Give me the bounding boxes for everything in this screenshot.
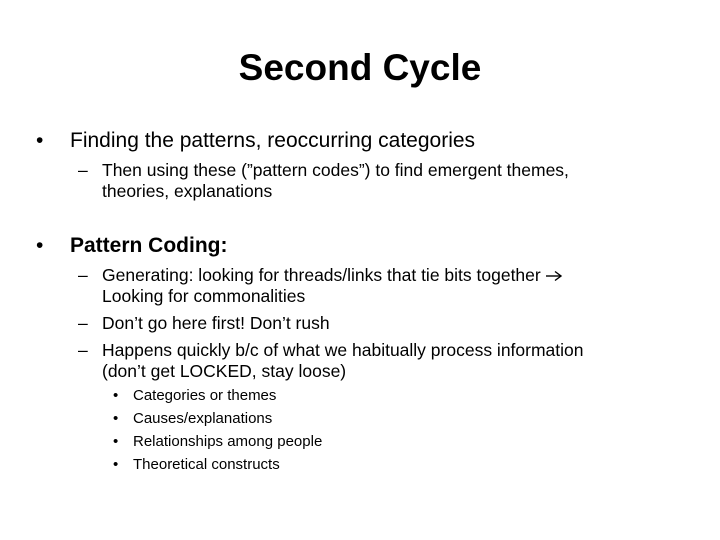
sub-bullet-line: (don’t get LOCKED, stay loose) xyxy=(102,361,347,381)
bullet-marker: • xyxy=(36,129,44,152)
sub-bullet-line-with-arrow xyxy=(102,264,563,286)
bullet-marker: • xyxy=(113,410,119,427)
bullet-marker: • xyxy=(113,456,119,473)
sub-bullet-line: Happens quickly b/c of what we habitually process information xyxy=(102,340,584,360)
sub-bullet-line: theories, explanations xyxy=(102,181,273,201)
dash-marker: – xyxy=(78,160,88,180)
sub-bullet-line: Then using these (”pattern codes”) to find emergent themes, xyxy=(102,160,569,180)
dash-marker: – xyxy=(78,265,88,285)
third-level-text: Categories or themes xyxy=(133,387,277,404)
sub-bullet-line: Generating: looking for threads/links that tie bits together xyxy=(102,265,541,285)
dash-marker: – xyxy=(78,340,88,360)
bullet-text: Finding the patterns, reoccurring categories xyxy=(70,129,476,152)
right-arrow-icon xyxy=(545,270,563,282)
sub-bullet-line: Don’t go here first! Don’t rush xyxy=(102,313,330,333)
bullet-text: Pattern Coding: xyxy=(70,234,228,257)
dash-marker: – xyxy=(78,313,88,333)
sub-bullet-line: Looking for commonalities xyxy=(102,286,306,306)
bullet-marker: • xyxy=(113,387,119,404)
bullet-marker: • xyxy=(36,234,44,257)
slide-title: Second Cycle xyxy=(238,47,482,88)
third-level-text: Relationships among people xyxy=(133,433,323,450)
third-level-text: Theoretical constructs xyxy=(133,456,280,473)
bullet-marker: • xyxy=(113,433,119,450)
third-level-text: Causes/explanations xyxy=(133,410,273,427)
